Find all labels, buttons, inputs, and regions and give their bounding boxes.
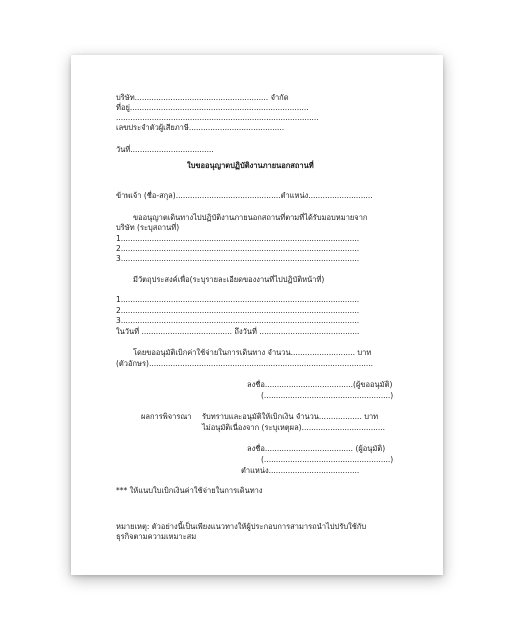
expense-line: โดยขออนุมัติเบิกค่าใช้จ่ายในการเดินทาง จำนวน........................... บาท xyxy=(133,348,372,357)
purpose-item: 2.................................................................................................... xyxy=(116,306,360,315)
company-line: บริษัท........................................................ จำกัด xyxy=(116,93,289,102)
purpose-line: มีวัตถุประสงค์เพื่อ(ระบุรายละเอียดของงานที่ไปปฏิบัติหน้าที่) xyxy=(133,275,325,284)
document-page xyxy=(71,55,443,575)
taxid-line: เลขประจำตัวผู้เสียภาษี........................................ xyxy=(116,123,285,132)
attach-note: *** ให้แนบใบเบิกเงินค่าใช้จ่ายในการเดินทาง xyxy=(116,486,263,495)
remark-line-1: หมายเหตุ: ตัวอย่างนี้เป็นเพียงแนวทางให้ผู้ประกอบการสามารถนำไปปรับใช้กับ xyxy=(116,522,367,531)
approve-line: รับทราบและอนุมัติให้เบิกเงิน จำนวน.................. บาท xyxy=(202,412,379,421)
date-range-line: ในวันที่ ...................................... ถึงวันที่ .......................................... xyxy=(116,327,360,336)
purpose-item: 3.................................................................................................... xyxy=(116,316,360,325)
address-line: ที่อยู่........................................................................... xyxy=(116,103,309,112)
address-line-2: ..................................................................................... xyxy=(116,113,319,122)
date-line: วันที่................................... xyxy=(116,145,214,154)
approver-name-paren: (.....................................................) xyxy=(261,455,394,464)
purpose-item: 1.................................................................................................... xyxy=(116,295,360,304)
reject-line: ไม่อนุมัติเนื่องจาก (ระบุเหตุผล)................................... xyxy=(202,423,386,432)
requester-name-paren: (.....................................................) xyxy=(261,391,394,400)
remark-line-2: ธุรกิจตามความเหมาะสม xyxy=(116,532,197,541)
consider-label: ผลการพิจารณา xyxy=(141,412,192,421)
approver-position-line: ตำแหน่ง...................................... xyxy=(241,466,360,475)
place-item: 1.................................................................................................... xyxy=(116,234,360,243)
place-item: 2.................................................................................................... xyxy=(116,244,360,253)
expense-words-line: (ตัวอักษร).............................................................................................. xyxy=(116,359,374,368)
requester-signature-line: ลงชื่อ.....................................(ผู้ขออนุมัติ) xyxy=(247,380,393,389)
form-title: ใบขออนุญาตปฏิบัติงานภายนอกสถานที่ xyxy=(187,161,314,170)
name-line: ข้าพเจ้า (ชื่อ-สกุล)............................................ตำแหน่ง........................... xyxy=(116,191,373,200)
request-line: ขออนุญาตเดินทางไปปฏิบัติงานภายนอกสถานที่ตามที่ได้รับมอบหมายจาก xyxy=(133,213,368,222)
approver-signature-line: ลงชื่อ..................................... (ผู้อนุมัติ) xyxy=(247,444,386,453)
place-item: 3.................................................................................................... xyxy=(116,254,360,263)
company-spec-line: บริษัท (ระบุสถานที่) xyxy=(116,223,180,232)
